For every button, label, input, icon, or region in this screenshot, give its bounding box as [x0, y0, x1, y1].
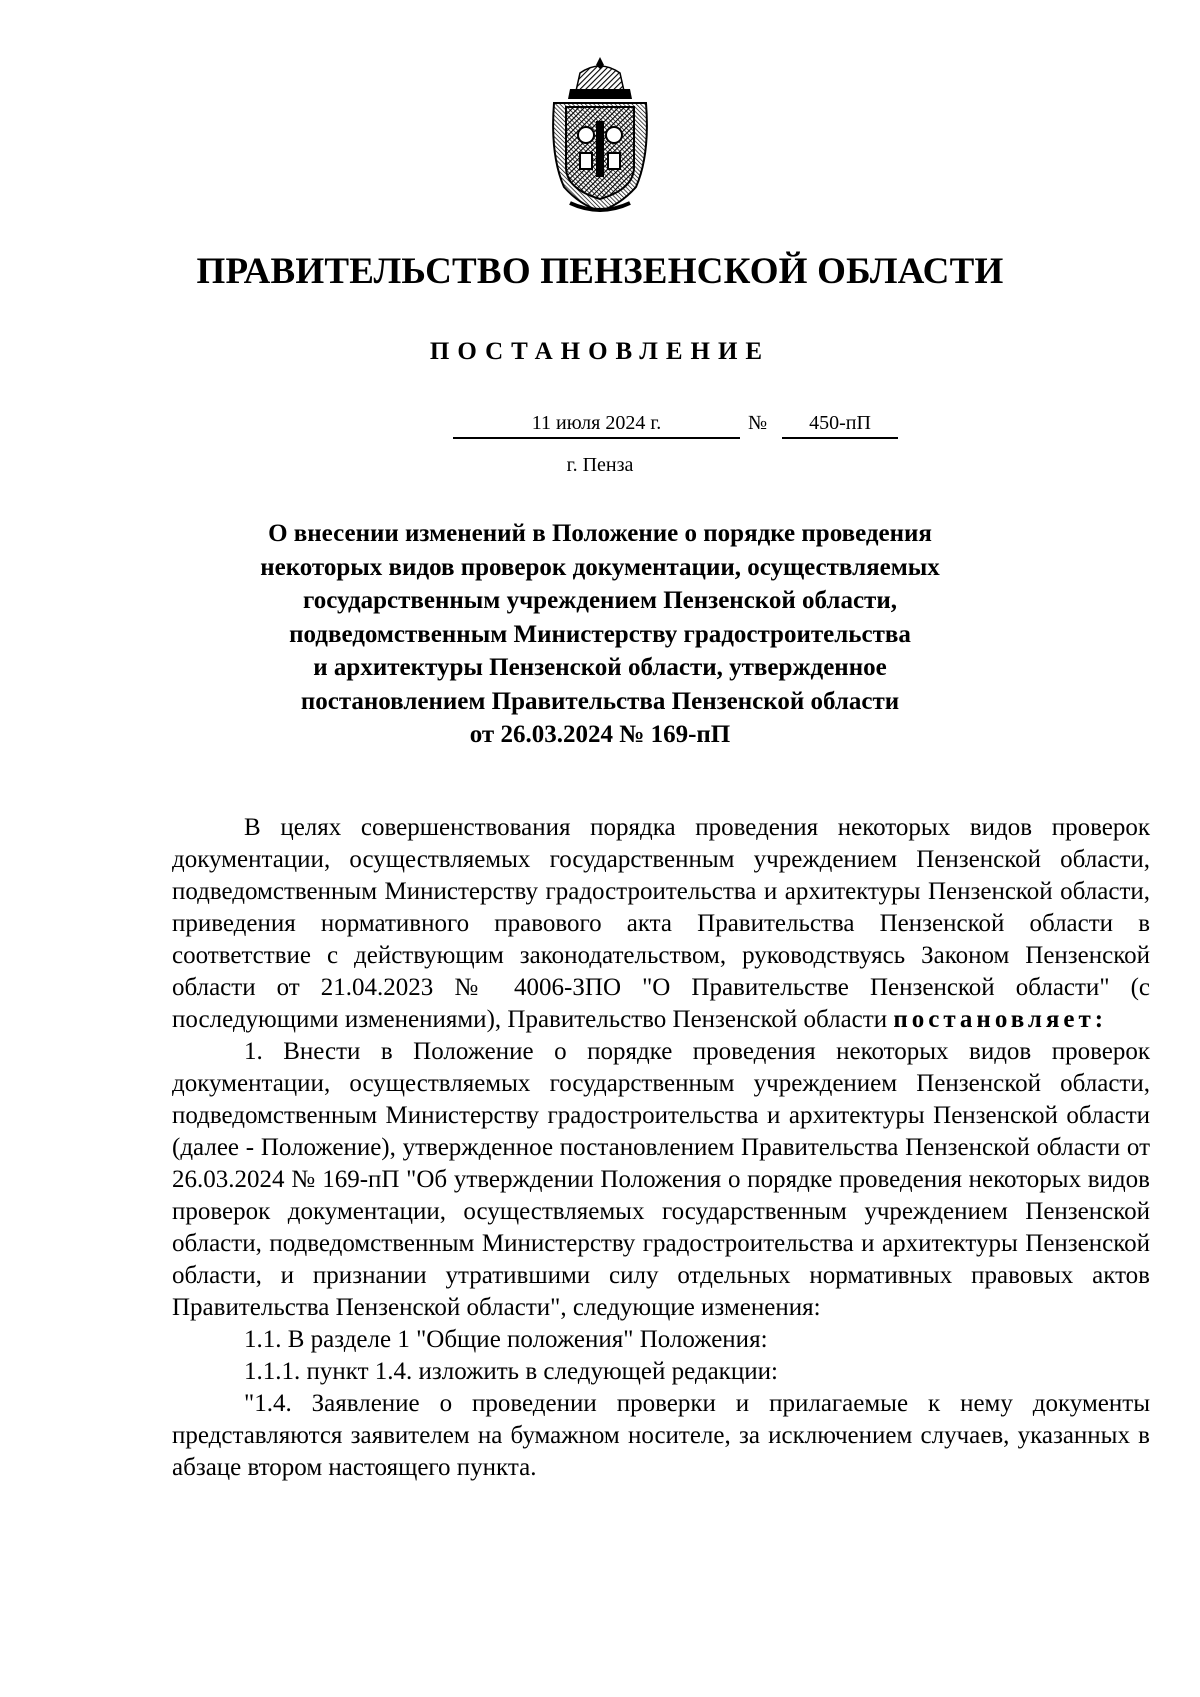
number-sign: № [748, 412, 768, 434]
decree-subject [0, 517, 1200, 752]
subject-line: некоторых видов проверок документации, осуществляемых [260, 553, 940, 581]
decree-date: 11 июля 2024 г. [453, 412, 740, 439]
coat-of-arms-emblem [540, 55, 660, 215]
preamble-paragraph [172, 812, 1150, 1036]
government-title: ПРАВИТЕЛЬСТВО ПЕНЗЕНСКОЙ ОБЛАСТИ [196, 251, 1004, 292]
coat-of-arms-icon [540, 55, 660, 215]
subject-line: О внесении изменений в Положение о порядке проведения [268, 520, 932, 547]
decree-body [172, 812, 1150, 1484]
city: г. Пенза [566, 454, 634, 476]
subject-line: подведомственным Министерству градостроительства [289, 620, 911, 648]
preamble-text: В целях совершенствования порядка проведения некоторых видов проверок документации, осуществляемых государственным учреждением Пензенской области, подведомственным Министерству градостроительства и архитектуры Пензенской области, приведения нормативного правового акта Правительства Пензенской области в соответствие с действующим законодательством, руководствуясь Законом Пензенской области от 21.04.2023 № 4006-ЗПО "О Правительстве Пензенской области" (с последующими изменениями), Правительство Пензенской области [172, 814, 1150, 1033]
item-1-1-paragraph: 1.1. В разделе 1 "Общие положения" Положения: [244, 1326, 768, 1353]
decree-number: 450-пП [782, 412, 898, 439]
subject-line: и архитектуры Пензенской области, утвержденное [313, 654, 887, 681]
resolves-word: постановляет: [893, 1006, 1108, 1033]
subject-line: от 26.03.2024 № 169-пП [469, 721, 731, 748]
decree-label: ПОСТАНОВЛЕНИЕ [429, 338, 771, 365]
item-1-1-1-paragraph: 1.1.1. пункт 1.4. изложить в следующей редакции: [244, 1358, 778, 1385]
item-1-4-paragraph: "1.4. Заявление о проведении проверки и прилагаемые к нему документы представляются заявителем на бумажном носителе, за исключением случаев, указанных в абзаце втором настоящего пункта. [172, 1390, 1150, 1481]
item-1-paragraph: 1. Внести в Положение о порядке проведения некоторых видов проверок документации, осуществляемых государственным учреждением Пензенской области, подведомственным Министерству градостроительства и архитектуры Пензенской области (далее - Положение), утвержденное постановлением Правительства Пензенской области от 26.03.2024 № 169-пП "Об утверждении Положения о порядке проведения некоторых видов проверок документации, осуществляемых государственным учреждением Пензенской области, подведомственным Министерству градостроительства и архитектуры Пензенской области, и признании утратившими силу отдельных нормативных правовых актов Правительства Пензенской области", следующие изменения: [172, 1038, 1150, 1321]
subject-line: государственным учреждением Пензенской области, [303, 587, 897, 614]
subject-line: постановлением Правительства Пензенской области [300, 687, 900, 715]
